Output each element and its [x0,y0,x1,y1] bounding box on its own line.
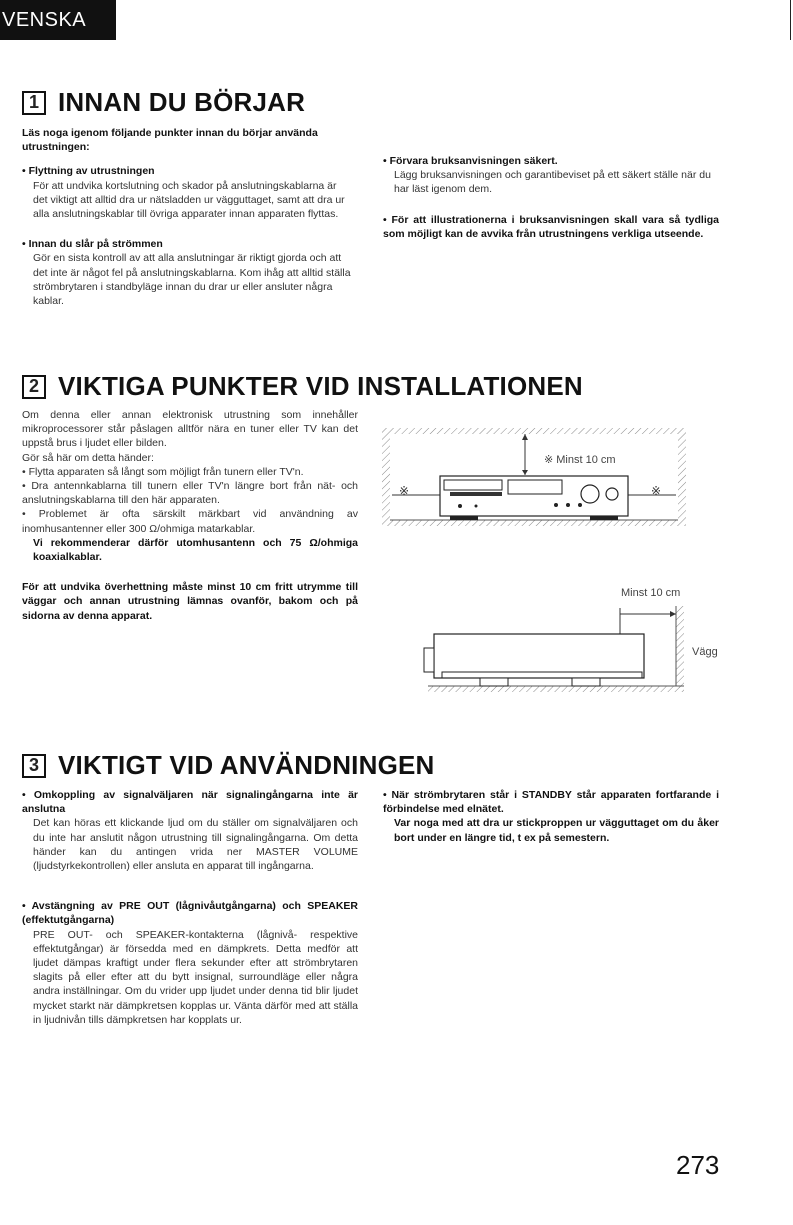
section-2-intro: Om denna eller annan elektronisk utrustning som innehåller mikroprocessorer står påslagen alltför nära en tuner eller TV kan det uppstå brus i ljudet eller bilden. [22,409,358,450]
section-number: 1 [22,91,46,115]
item-body: Lägg bruksanvisningen och garantibeviset på ett säkert ställe när du har läst igenom dem. [394,169,711,196]
item-heading: • När strömbrytaren står i STANDBY står apparaten fortfarande i förbindelse med elnätet. [383,789,719,816]
item-heading: • Avstängning av PRE OUT (lågnivåutgångarna) och SPEAKER (effektutgångarna) [22,900,358,927]
bullet-item: • Dra antennkablarna till tunern eller TV'n längre bort från nät- och anslutningskablarna till den här apparaten. [22,480,358,507]
item-heading: • Förvara bruksanvisningen säkert. [383,155,558,167]
item-heading: • Innan du slår på strömmen [22,238,163,251]
section-title: INNAN DU BÖRJAR [58,87,306,117]
section-title: VIKTIGA PUNKTER VID INSTALLATIONEN [58,371,583,401]
section-1-right-column [383,154,719,241]
item-body: För att undvika kortslutning och skador på anslutningskablarna är det viktigt att alltid dra ur nätsladden ur vägguttaget, samt att dra ur alla anslutningskablar till övriga apparater innan apparaten flyttas. [33,179,345,221]
section-3-header [22,750,435,781]
item-heading: • Omkoppling av signalväljaren när signalingångarna inte är anslutna [22,789,358,816]
recommendation: Vi rekommenderar därför utomhusantenn och 75 Ω/ohmiga koaxialkablar. [33,536,358,564]
item-heading: • För att illustrationerna i bruksanvisningen skall vara så tydliga som möjligt kan de avvika från utrustningens verkliga utseende. [383,213,719,240]
page-number: 273 [676,1150,720,1180]
section-title: VIKTIGT VID ANVÄNDNINGEN [58,750,435,780]
margin-rule [790,0,791,40]
clearance-side-label: Minst 10 cm [621,587,681,599]
item-heading: • Flyttning av utrustningen [22,165,155,178]
clearance-top-label: ※ Minst 10 cm [544,454,616,466]
section-3-right-column [383,788,719,845]
item-body: PRE OUT- och SPEAKER-kontakterna (lågnivå- respektive effektutgångar) är försedda med en dämpkrets. Detta medför att ljudet dämpas kraftigt under flera sekunder efter att strömbrytaren slagits på eller efter att du bytt insignal, surroundläge eller några andra inställningar. Om du vrider upp ljudet under denna tid blir ljudet mycket starkt när dämpkretsen kopplas ur. Vänta därför med att ställa in ljudnivån tills dämpkretsen har kopplats ur. [33,928,358,1026]
installation-side-diagram [420,600,690,706]
installation-front-diagram [380,420,690,530]
clearance-right-marker: ※ [651,484,662,498]
section-number: 3 [22,754,46,778]
bullet-item: • Flytta apparaten så långt som möjligt från tunern eller TV'n. [22,465,304,478]
section-number: 2 [22,375,46,399]
section-2-header [22,371,583,402]
section-2-intro2: Gör så här om detta händer: [22,451,154,464]
ventilation-warning: För att undvika överhettning måste minst 10 cm fritt utrymme till väggar och annan utrustning lämnas ovanför, bakom och på sidorna av denna apparat. [22,581,358,622]
section-2-text [22,408,358,623]
item-body: Var noga med att dra ur stickproppen ur vägguttaget om du åker bort under en längre tid, t ex på semestern. [394,817,719,844]
clearance-left-marker: ※ [399,484,410,498]
bullet-item: • Problemet är ofta särskilt märkbart vid användning av inomhusantenner eller 300 Ω/ohmiga matarkablar. [22,508,358,535]
section-1-left-column [22,126,352,308]
wall-label: Vägg [692,646,718,658]
item-body: Gör en sista kontroll av att alla anslutningar är riktigt gjorda och att det inte är något fel på anslutningskablarna. Kom ihåg att alltid ställa strömbrytaren i standbyläge innan du drar ur eller ansluter några kablar. [33,252,351,308]
item-body: Det kan höras ett klickande ljud om du ställer om signalväljaren och du inte har anslutit någon utrustning till signalingångarna. Om detta händer kan du antingen vrida ner MASTER VOLUME (ljudstyrkekontrollen) eller ansluta en apparat till ingångarna. [33,817,358,873]
language-tab: VENSKA [0,0,116,40]
section-3-left-column [22,788,358,1027]
section-1-header [22,87,305,118]
section-1-intro: Läs noga igenom följande punkter innan du börjar använda utrustningen: [22,127,318,154]
